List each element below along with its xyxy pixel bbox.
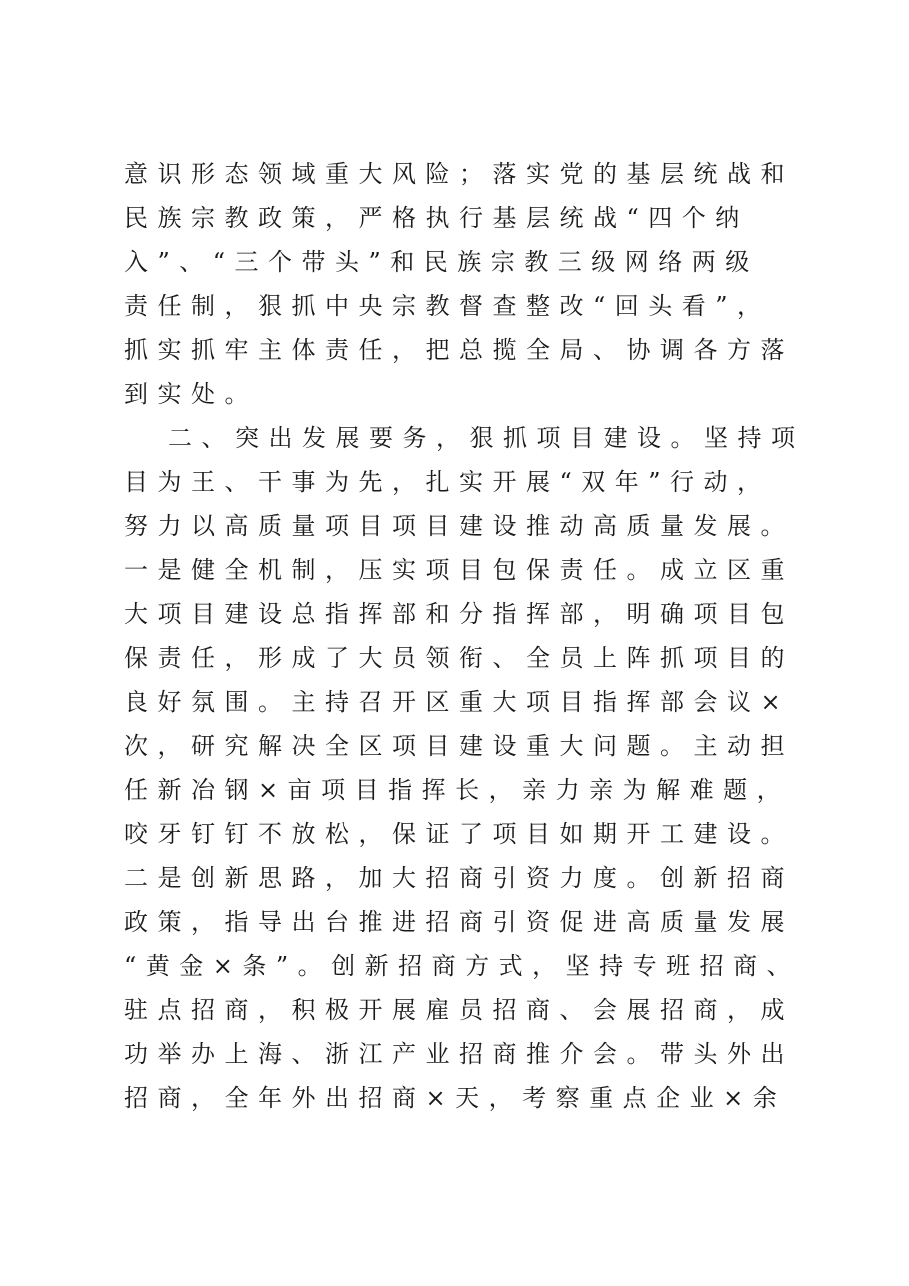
text-line: 目为王、干事为先，扎实开展“双年”行动，	[124, 468, 771, 496]
text-line: 责任制，狠抓中央宗教督查整改“回头看”，	[124, 292, 771, 320]
text-line: 大项目建设总指挥部和分指挥部，明确项目包	[124, 600, 794, 628]
text-line: 咬牙钉钉不放松，保证了项目如期开工建设。	[124, 820, 794, 848]
text-line: 二是创新思路，加大招商引资力度。创新招商	[124, 864, 794, 892]
text-line: “黄金×条”。创新招商方式，坚持专班招商、	[124, 952, 801, 980]
text-line: 良好氛围。主持召开区重大项目指挥部会议×	[124, 688, 791, 716]
text-line: 民族宗教政策，严格执行基层统战“四个纳	[124, 204, 749, 232]
text-line: 次，研究解决全区项目建设重大问题。主动担	[124, 732, 794, 760]
text-line: 入”、“三个带头”和民族宗教三级网络两级	[124, 248, 759, 276]
text-line: 一是健全机制，压实项目包保责任。成立区重	[124, 556, 794, 584]
text-line: 保责任，形成了大员领衔、全员上阵抓项目的	[124, 644, 794, 672]
body-text	[124, 152, 824, 1120]
text-line: 功举办上海、浙江产业招商推介会。带头外出	[124, 1040, 794, 1068]
text-line: 任新冶钢×亩项目指挥长，亲力亲为解难题，	[124, 776, 791, 804]
text-line: 抓实抓牢主体责任，把总揽全局、协调各方落	[124, 336, 794, 364]
text-line: 努力以高质量项目项目建设推动高质量发展。	[124, 512, 794, 540]
text-line: 招商，全年外出招商×天，考察重点企业×余	[124, 1084, 787, 1112]
text-line: 到实处。	[124, 380, 258, 408]
text-line: 二、突出发展要务，狠抓项目建设。坚持项	[168, 424, 805, 452]
text-line: 政策，指导出台推进招商引资促进高质量发展	[124, 908, 794, 936]
text-line: 驻点招商，积极开展雇员招商、会展招商，成	[124, 996, 794, 1024]
text-line: 意识形态领域重大风险；落实党的基层统战和	[124, 160, 794, 188]
